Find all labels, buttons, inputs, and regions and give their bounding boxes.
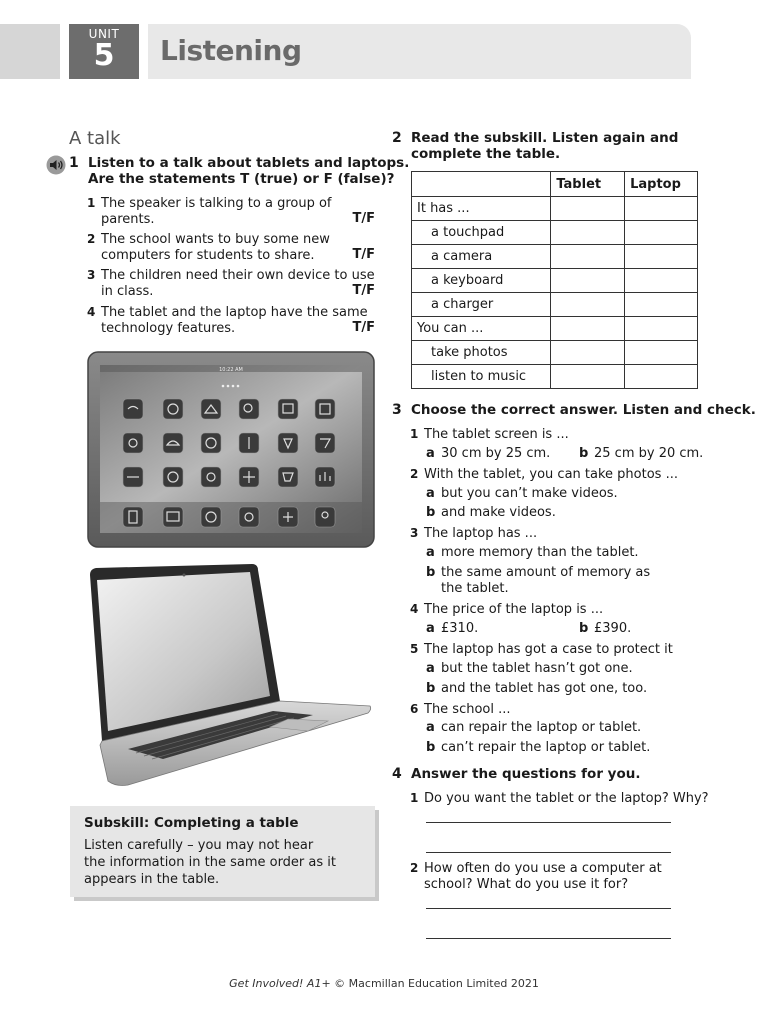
option-text: the same amount of memory as	[441, 565, 651, 580]
q3-question	[410, 525, 537, 542]
option-b[interactable]	[426, 681, 647, 697]
question-text: The school ...	[424, 702, 511, 717]
answer-cell[interactable]	[551, 245, 625, 269]
page-title: Listening	[160, 34, 302, 67]
footer-book-title: Get Involved! A1+	[229, 977, 331, 990]
item-text: The children need their own device to use	[101, 268, 375, 283]
question-text: The tablet screen is ...	[424, 427, 569, 442]
option-text: can repair the laptop or tablet.	[441, 720, 642, 735]
q3-question	[410, 466, 678, 483]
q3-question	[410, 426, 569, 443]
answer-cell[interactable]	[551, 269, 625, 293]
tf-choice[interactable]: T/F	[352, 320, 375, 335]
option-letter: a	[426, 621, 435, 636]
item-number: 2	[410, 467, 419, 481]
subskill-line: Listen carefully – you may not hear	[84, 838, 314, 853]
table-row	[412, 341, 698, 365]
table-header-row	[412, 172, 698, 197]
answer-cell[interactable]	[625, 341, 698, 365]
tf-choice[interactable]: T/F	[352, 211, 375, 226]
item-number: 1	[410, 791, 419, 805]
answer-cell[interactable]	[625, 293, 698, 317]
option-b[interactable]	[426, 505, 556, 521]
q1-instruction	[88, 155, 409, 187]
row-label: a camera	[412, 245, 551, 269]
q3-instruction: Choose the correct answer. Listen and check.	[411, 402, 756, 418]
q1-instruction-line1: Listen to a talk about tablets and laptops.	[88, 155, 410, 171]
item-text: in class.	[101, 284, 154, 299]
subskill-line: appears in the table.	[84, 872, 220, 887]
option-b[interactable]	[426, 740, 650, 756]
option-text: more memory than the tablet.	[441, 545, 639, 560]
option-a[interactable]	[426, 486, 618, 502]
tf-choice[interactable]: T/F	[352, 247, 375, 262]
row-label: It has ...	[412, 197, 551, 221]
item-number: 2	[87, 232, 96, 246]
q1-item	[87, 304, 377, 337]
question-text: school? What do you use it for?	[424, 877, 629, 892]
footer-copyright: © Macmillan Education Limited 2021	[330, 977, 539, 990]
q3-question	[410, 601, 603, 618]
subskill-title: Subskill: Completing a table	[84, 815, 299, 831]
header-left-block	[0, 24, 60, 79]
question-text: The laptop has ...	[424, 526, 538, 541]
q2-number: 2	[392, 130, 402, 146]
q2-instruction-line2: complete the table.	[411, 146, 561, 162]
option-letter: a	[426, 446, 435, 461]
unit-number: 5	[93, 38, 115, 73]
unit-badge	[69, 24, 139, 79]
option-text: the tablet.	[441, 581, 509, 596]
row-label: a charger	[412, 293, 551, 317]
q3-question	[410, 701, 511, 718]
subskill-box	[70, 806, 375, 897]
option-text: and make videos.	[441, 505, 556, 520]
option-b[interactable]	[579, 446, 703, 462]
option-text: can’t repair the laptop or tablet.	[441, 740, 651, 755]
item-text: parents.	[101, 212, 155, 227]
option-a[interactable]	[426, 545, 639, 561]
answer-cell[interactable]	[551, 221, 625, 245]
option-b[interactable]	[579, 621, 631, 637]
answer-cell[interactable]	[551, 293, 625, 317]
tablet-image	[87, 351, 375, 552]
item-text: The speaker is talking to a group of	[101, 196, 332, 211]
option-letter: a	[426, 720, 435, 735]
question-text: With the tablet, you can take photos ...	[424, 467, 678, 482]
laptop-image	[88, 563, 373, 792]
q4-question	[410, 860, 662, 893]
question-text: How often do you use a computer at	[424, 861, 662, 876]
item-text: The tablet and the laptop have the same	[101, 305, 368, 320]
option-letter: a	[426, 545, 435, 560]
option-letter: b	[426, 681, 436, 696]
answer-cell[interactable]	[625, 245, 698, 269]
subskill-line: the information in the same order as it	[84, 855, 336, 870]
row-label: You can ...	[412, 317, 551, 341]
speaker-icon[interactable]	[45, 155, 67, 179]
option-a[interactable]	[426, 661, 633, 677]
row-label: a keyboard	[412, 269, 551, 293]
table-row	[412, 293, 698, 317]
item-number: 1	[410, 427, 419, 441]
option-text: and the tablet has got one, too.	[441, 681, 648, 696]
subskill-body	[84, 837, 369, 888]
section-title: A talk	[69, 128, 121, 149]
tablet-time: 10:22 AM	[219, 367, 243, 373]
item-number: 3	[87, 268, 96, 282]
item-number: 4	[87, 305, 96, 319]
table-row	[412, 245, 698, 269]
option-letter: b	[426, 505, 436, 520]
item-number: 5	[410, 642, 419, 656]
option-letter: b	[426, 565, 436, 580]
q1-item	[87, 231, 377, 264]
option-letter: b	[579, 446, 589, 461]
answer-cell[interactable]	[625, 221, 698, 245]
row-label: a touchpad	[412, 221, 551, 245]
completion-table	[411, 171, 698, 389]
item-number: 3	[410, 526, 419, 540]
table-header-tablet: Tablet	[551, 172, 625, 197]
answer-cell[interactable]	[551, 317, 625, 341]
option-text: £390.	[594, 621, 632, 636]
footer	[0, 977, 768, 990]
q1-item	[87, 195, 377, 228]
answer-cell[interactable]	[625, 269, 698, 293]
q3-number: 3	[392, 402, 402, 418]
option-a[interactable]	[426, 621, 478, 637]
answer-cell[interactable]	[625, 317, 698, 341]
item-number: 2	[410, 861, 419, 875]
q3-question	[410, 641, 673, 658]
tf-choice[interactable]: T/F	[352, 283, 375, 298]
item-number: 6	[410, 702, 419, 716]
table-row	[412, 317, 698, 341]
q4-question	[410, 790, 709, 807]
answer-cell[interactable]	[625, 197, 698, 221]
answer-line[interactable]	[426, 852, 671, 853]
answer-line[interactable]	[426, 938, 671, 939]
answer-cell[interactable]	[551, 341, 625, 365]
question-text: Do you want the tablet or the laptop? Why?	[424, 791, 709, 806]
q2-instruction	[411, 130, 678, 162]
answer-cell[interactable]	[551, 197, 625, 221]
table-row	[412, 269, 698, 293]
question-text: The laptop has got a case to protect it	[424, 642, 673, 657]
item-text: computers for students to share.	[101, 248, 315, 263]
q4-instruction: Answer the questions for you.	[411, 766, 641, 782]
option-letter: a	[426, 661, 435, 676]
option-text: 30 cm by 25 cm.	[441, 446, 551, 461]
table-header-cell	[412, 172, 551, 197]
option-letter: b	[579, 621, 589, 636]
answer-line[interactable]	[426, 822, 671, 823]
item-number: 4	[410, 602, 419, 616]
item-text: The school wants to buy some new	[101, 232, 330, 247]
option-a[interactable]	[426, 446, 550, 462]
option-b[interactable]	[426, 565, 650, 597]
row-label: listen to music	[412, 365, 551, 389]
unit-label: UNIT	[88, 27, 120, 41]
option-letter: a	[426, 486, 435, 501]
question-text: The price of the laptop is ...	[424, 602, 604, 617]
item-number: 1	[87, 196, 96, 210]
option-letter: b	[426, 740, 436, 755]
item-text: technology features.	[101, 321, 236, 336]
answer-cell[interactable]	[551, 365, 625, 389]
q1-item	[87, 267, 377, 300]
answer-line[interactable]	[426, 908, 671, 909]
table-header-laptop: Laptop	[625, 172, 698, 197]
q1-number: 1	[69, 155, 79, 171]
option-text: 25 cm by 20 cm.	[594, 446, 704, 461]
option-text: but the tablet hasn’t got one.	[441, 661, 633, 676]
q1-instruction-line2: Are the statements T (true) or F (false)?	[88, 171, 395, 187]
answer-cell[interactable]	[625, 365, 698, 389]
option-a[interactable]	[426, 720, 641, 736]
table-row	[412, 365, 698, 389]
row-label: take photos	[412, 341, 551, 365]
q2-instruction-line1: Read the subskill. Listen again and	[411, 130, 679, 146]
q4-number: 4	[392, 766, 402, 782]
option-text: £310.	[441, 621, 479, 636]
table-row	[412, 197, 698, 221]
option-text: but you can’t make videos.	[441, 486, 618, 501]
table-row	[412, 221, 698, 245]
title-bar	[148, 24, 691, 79]
